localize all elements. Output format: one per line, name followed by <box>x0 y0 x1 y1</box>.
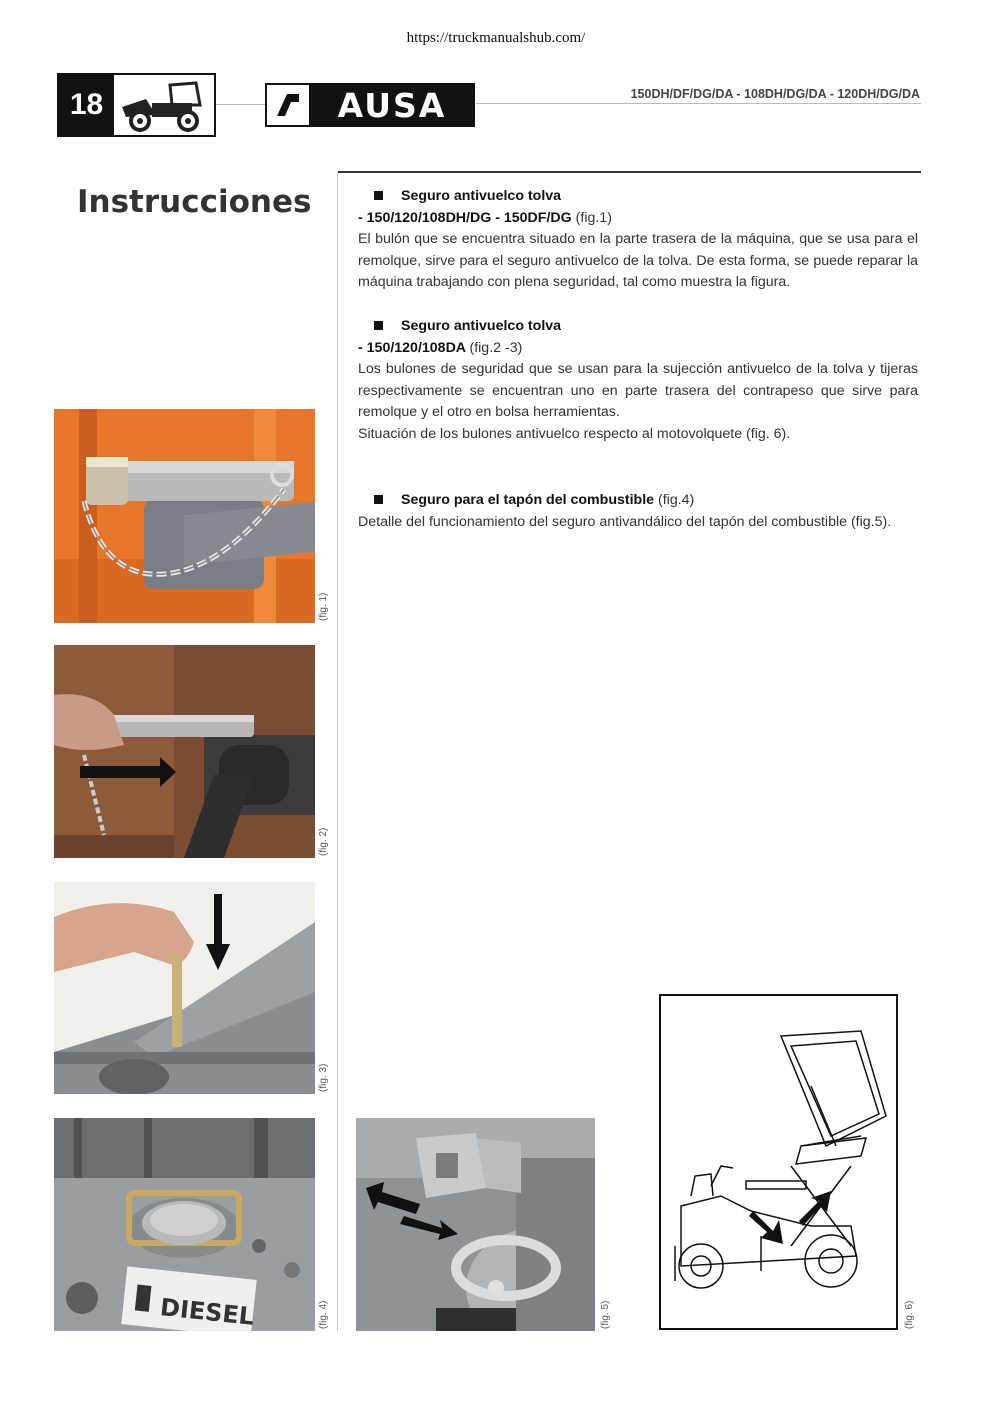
column-divider <box>337 172 338 1332</box>
fig-4-label: (fig. 4) <box>318 1300 329 1329</box>
fig-1-photo <box>54 409 315 623</box>
block-3 <box>358 490 918 533</box>
block-2-paragraph-1: Los bulones de seguridad que se usan para la sujección antivuelco de la tolva y tijeras respectivamente se encuentran uno en parte trasera del contrapeso que sirve para remolque y el otro en bolsa herramientas. <box>358 361 918 420</box>
block-3-heading: Seguro para el tapón del combustible (fig.4) <box>358 490 918 512</box>
fig-3-label: (fig. 3) <box>318 1063 329 1092</box>
fig-3-photo <box>54 882 315 1094</box>
block-1-heading: Seguro antivuelco tolva <box>358 186 918 208</box>
section-title: Instrucciones <box>77 184 312 220</box>
model-list: 150DH/DF/DG/DA - 108DH/DG/DA - 120DH/DG/DA <box>630 87 920 101</box>
block-1-paragraph: El bulón que se encuentra situado en la parte trasera de la máquina, que se usa para el remolque, sirve para el seguro antivuelco de la tolva. De esta forma, se puede reparar la máquina trabajando con plena seguridad, tal como muestra la figura. <box>358 231 918 290</box>
brand-name: AUSA <box>311 85 473 125</box>
brand-logo <box>265 83 475 127</box>
fig-2-label: (fig. 2) <box>318 827 329 856</box>
bullet-square-icon <box>374 321 383 330</box>
header-rule-left <box>216 104 266 105</box>
bullet-square-icon <box>374 495 383 504</box>
block-1 <box>358 186 918 294</box>
dumper-icon <box>114 75 214 135</box>
source-url: https://truckmanualshub.com/ <box>406 30 586 46</box>
brand-mark-icon <box>267 85 311 125</box>
block-2-subheading: - 150/120/108DA (fig.2 -3) <box>358 339 523 356</box>
page-number: 18 <box>59 75 114 135</box>
bullet-square-icon <box>374 191 383 200</box>
fig-5-label: (fig. 5) <box>600 1300 611 1329</box>
header-rule-right <box>476 103 921 104</box>
block-2 <box>358 316 918 445</box>
fig-6-label: (fig. 6) <box>904 1300 915 1329</box>
block-2-heading: Seguro antivuelco tolva <box>358 316 918 338</box>
block-3-paragraph: Detalle del funcionamiento del seguro antivandálico del tapón del combustible (fig.5). <box>358 513 892 530</box>
fig-1-label: (fig. 1) <box>318 592 329 621</box>
fig-6-drawing <box>659 994 898 1330</box>
fig-5-photo <box>356 1118 595 1331</box>
content-top-rule <box>338 171 921 173</box>
fig-4-diesel-sign: DIESEL <box>158 1293 256 1331</box>
page-badge <box>57 73 216 137</box>
fig-4-photo <box>54 1118 315 1331</box>
block-1-subheading: - 150/120/108DH/DG - 150DF/DG (fig.1) <box>358 209 612 226</box>
block-2-paragraph-2: Situación de los bulones antivuelco respecto al motovolquete (fig. 6). <box>358 425 791 442</box>
fig-2-photo <box>54 645 315 858</box>
